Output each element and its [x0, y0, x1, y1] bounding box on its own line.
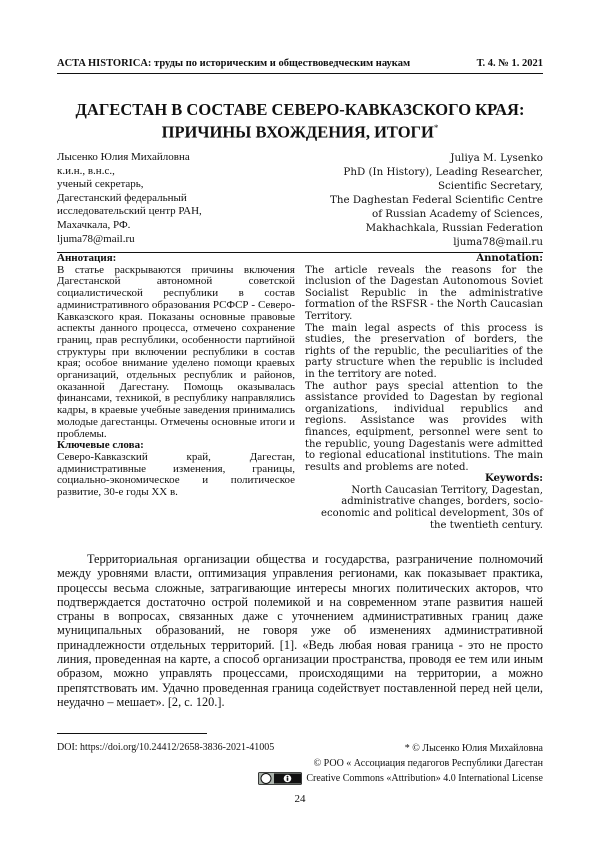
- footnote-copyright: [258, 742, 543, 786]
- page-number: 24: [294, 793, 306, 805]
- author-en: [285, 151, 543, 249]
- keywords-en-text: North Caucasian Territory, Dagestan, administrative changes, borders, socio-economic and political development, 30s of the twentieth century.: [321, 484, 543, 531]
- author-ru-affiliation-2: исследовательский центр РАН,: [57, 205, 202, 218]
- abstract-en-paragraph-3: The author pays special attention to the assistance provided to Dagestan by regional organizations, individual republics and regions. Assistance was provides with finances, equipment, personnel were sent to the republic, young Dagestanis were admitted to regional educational institutions. The main results and problems are noted.: [305, 380, 543, 473]
- keywords-ru-heading: Ключевые слова:: [57, 439, 144, 452]
- author-en-email: ljuma78@mail.ru: [453, 236, 543, 248]
- abstract-columns: [57, 253, 543, 531]
- abstract-en-heading: Annotation:: [476, 253, 543, 264]
- author-en-degree: PhD (In History), Leading Researcher,: [343, 166, 543, 178]
- doi[interactable]: DOI: https://doi.org/10.24412/2658-3836-2021-41005: [57, 742, 275, 753]
- author-ru-name: Лысенко Юлия Михайловна: [57, 151, 190, 163]
- abstract-en-column: [305, 253, 543, 531]
- abstract-ru-text: В статье раскрываются причины включения Дагестанской автономной советской социалистической республики в состав административного образования РСФСР - Северо-Кавказского края. Показаны основные правовые аспекты данного процесса, отмечено сохранение границ, прав республики, особенности партийной структуры при включении республики в состав края; особое внимание уделено помощи краевых организаций, отдельных республик и районов, оказанной Дагестану. Помощь оказывалась финансами, техникой, в республику направлялись кадры, в краевые учебные заведения принимались молодые дагестанцы. Отмечены основные итоги и проблемы.: [57, 263, 295, 440]
- abstract-ru-column: [57, 253, 295, 531]
- article-title: [57, 100, 543, 142]
- footnote-rule: [57, 733, 207, 734]
- title-line-2-text: ПРИЧИНЫ ВХОЖДЕНИЯ, ИТОГИ: [161, 122, 434, 142]
- license-row: [258, 772, 543, 787]
- title-line-2: [57, 119, 543, 142]
- author-ru-city: Махачкала, РФ.: [57, 218, 131, 231]
- license-text[interactable]: Creative Commons «Attribution» 4.0 International License: [306, 772, 543, 784]
- copyright-organization: © РОО « Ассоциация педагогов Республики Дагестан: [313, 757, 543, 769]
- copyright-author: * © Лысенко Юлия Михайловна: [404, 743, 543, 754]
- author-en-position: Scientific Secretary,: [437, 180, 543, 192]
- author-ru-position: ученый секретарь,: [57, 178, 144, 191]
- header-rule: [57, 73, 543, 74]
- author-en-affiliation-1: The Daghestan Federal Scientific Centre: [330, 194, 543, 206]
- author-block: [57, 151, 543, 249]
- author-en-name: Juliya M. Lysenko: [450, 152, 543, 164]
- author-ru: [57, 151, 285, 249]
- abstract-en-paragraph-1: The article reveals the reasons for the inclusion of the Dagestan Autonomous Soviet Socialist Republic in the administrative formation of the RSFSR - the North Caucasian Territory.: [305, 264, 543, 322]
- journal-volume: Т. 4. № 1. 2021: [476, 58, 543, 69]
- journal-name: ACTA HISTORICA: труды по историческим и обществоведческим наукам: [57, 58, 411, 69]
- main-text: [57, 552, 543, 709]
- cc-by-license-icon: [258, 772, 302, 785]
- keywords-en-heading: Keywords:: [484, 473, 543, 485]
- title-line-1: ДАГЕСТАН В СОСТАВЕ СЕВЕРО-КАВКАЗСКОГО КРАЯ:: [75, 100, 525, 119]
- author-ru-email: ljuma78@mail.ru: [57, 232, 135, 245]
- author-ru-degree: к.и.н., в.н.с.,: [57, 164, 115, 177]
- abstract-en-paragraph-2: The main legal aspects of this process is studies, the preservation of borders, the rights of the republic, the peculiarities of the party structure when the republic is included in the territory are noted.: [305, 322, 543, 380]
- running-head: [57, 58, 543, 69]
- author-en-city: Makhachkala, Russian Federation: [365, 222, 543, 234]
- main-paragraph: Территориальная организации общества и государства, разграничение полномочий между уровнями власти, оптимизация управления регионами, как показывает практика, процессы весьма сложные, затрагивающие интересы многих политических акторов, что подтверждается достаточно острой полемикой и на современном этапе развития нашей страны в вопросах, связанных даже с уточнением административных границ даже муниципальных образований, не говоря уже об изменениях административной принадлежности отдельных территорий. [1]. «Ведь любая новая граница - это не просто линия, проведенная на карте, а способ организации пространства, проводя ее тем или иным образом, можно управлять процессами, происходящими на территории, а можно препятствовать им. Удачно проведенная граница содействует поставленной перед ней цели, неудачно – мешает». [2, с. 120.].: [57, 552, 543, 709]
- keywords-ru-text: Северо-Кавказский край, Дагестан, административные изменения, границы, социально-экономическое и политическое развитие, 30-е годы XX в.: [57, 450, 295, 499]
- abstract-ru-heading: Аннотация:: [57, 252, 117, 264]
- author-en-affiliation-2: of Russian Academy of Sciences,: [372, 208, 543, 220]
- author-ru-affiliation-1: Дагестанский федеральный: [57, 191, 187, 204]
- title-footnote-marker: *: [433, 123, 439, 133]
